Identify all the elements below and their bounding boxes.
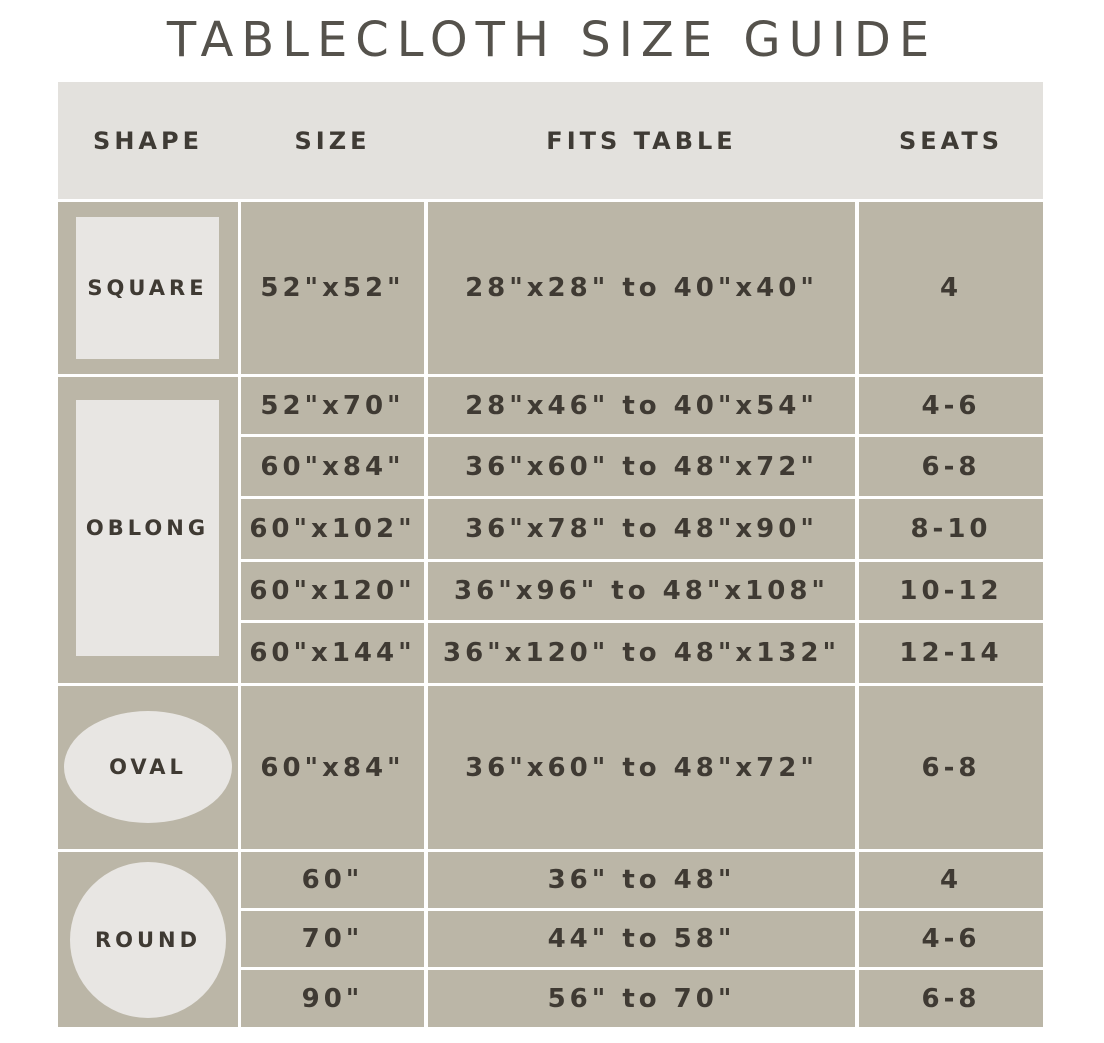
size-cell: 90" [241, 970, 424, 1027]
size-cell: 60" [241, 852, 424, 908]
header-shape: SHAPE [93, 126, 203, 155]
shape-label-round: ROUND [94, 928, 202, 952]
square-shape-icon [76, 217, 219, 359]
fits-table-cell: 28"x46" to 40"x54" [428, 377, 855, 434]
seats-cell: 4 [859, 852, 1043, 908]
oblong-shape-icon [76, 400, 219, 656]
fits-table-cell: 44" to 58" [428, 911, 855, 967]
size-guide-table [58, 82, 1043, 1028]
seats-cell: 6-8 [859, 686, 1043, 849]
round-shape-icon [70, 862, 226, 1018]
seats-cell: 6-8 [859, 970, 1043, 1027]
size-cell: 60"x84" [241, 686, 424, 849]
fits-table-cell: 36"x96" to 48"x108" [428, 562, 855, 620]
seats-cell: 8-10 [859, 499, 1043, 559]
size-cell: 70" [241, 911, 424, 967]
seats-cell: 4 [859, 202, 1043, 374]
oval-shape-icon [64, 711, 232, 823]
header-size: SIZE [294, 126, 371, 155]
size-cell: 52"x70" [241, 377, 424, 434]
fits-table-cell: 28"x28" to 40"x40" [428, 202, 855, 374]
fits-table-cell: 36"x120" to 48"x132" [428, 623, 855, 683]
size-cell: 60"x120" [241, 562, 424, 620]
seats-cell: 4-6 [859, 911, 1043, 967]
size-cell: 60"x102" [241, 499, 424, 559]
size-cell: 60"x84" [241, 437, 424, 496]
shape-cell-round [58, 852, 238, 1027]
fits-table-cell: 36"x60" to 48"x72" [428, 686, 855, 849]
shape-label-square: SQUARE [87, 276, 208, 300]
header-fits-table: FITS TABLE [546, 126, 737, 155]
shape-label-oblong: OBLONG [85, 516, 210, 540]
shape-cell-oval [58, 686, 238, 849]
seats-cell: 12-14 [859, 623, 1043, 683]
seats-cell: 6-8 [859, 437, 1043, 496]
seats-cell: 10-12 [859, 562, 1043, 620]
size-cell: 52"x52" [241, 202, 424, 374]
size-cell: 60"x144" [241, 623, 424, 683]
shape-label-oval: OVAL [109, 755, 187, 779]
page-title: TABLECLOTH SIZE GUIDE [166, 12, 938, 68]
fits-table-cell: 36"x60" to 48"x72" [428, 437, 855, 496]
fits-table-cell: 36"x78" to 48"x90" [428, 499, 855, 559]
fits-table-cell: 36" to 48" [428, 852, 855, 908]
fits-table-cell: 56" to 70" [428, 970, 855, 1027]
seats-cell: 4-6 [859, 377, 1043, 434]
shape-cell-square [58, 202, 238, 374]
shape-cell-oblong [58, 377, 238, 683]
header-seats: SEATS [898, 126, 1004, 155]
table-header [58, 82, 1043, 199]
